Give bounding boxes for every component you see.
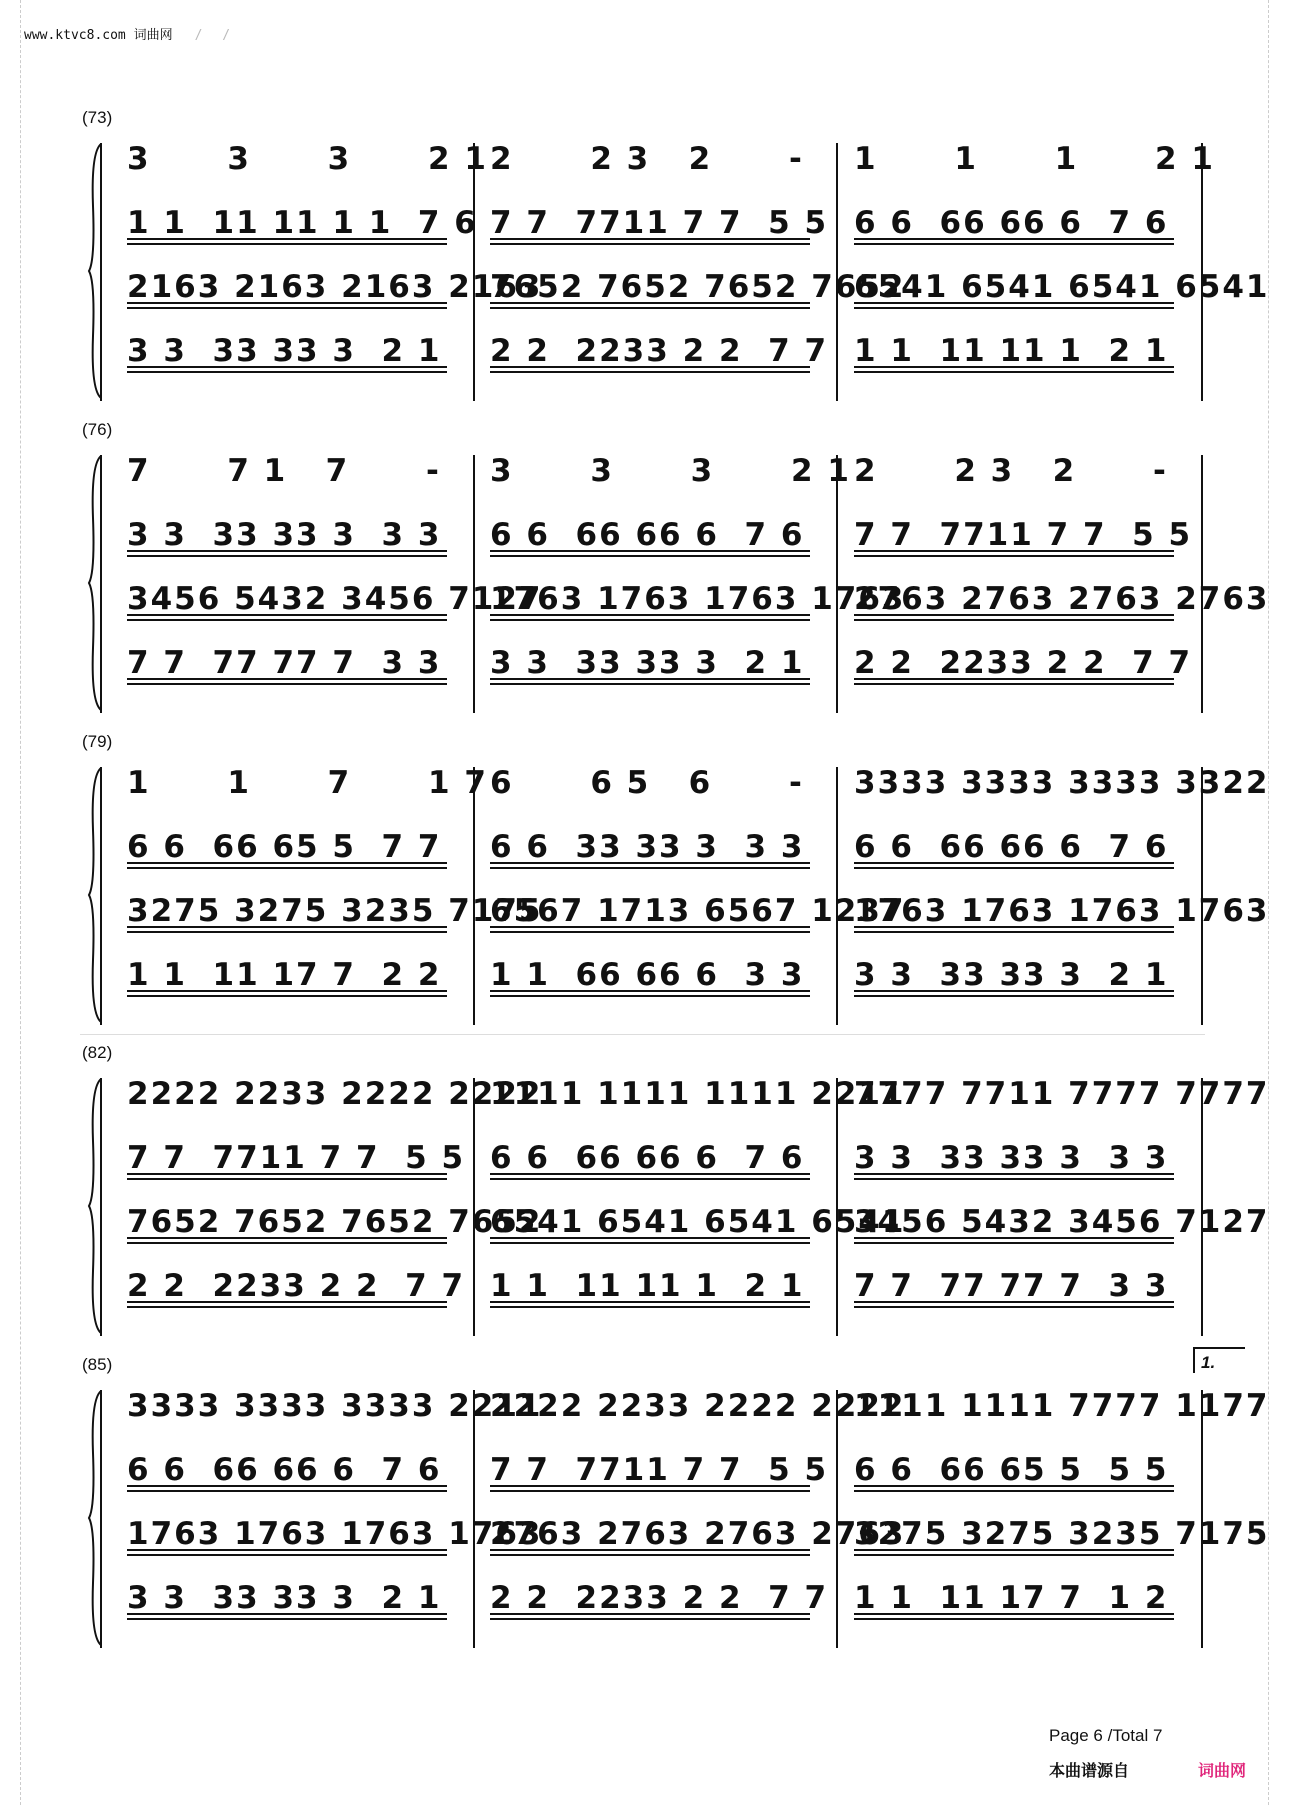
- staff-row: [127, 757, 1270, 805]
- measure: [127, 197, 482, 245]
- staff-row: [127, 1508, 1270, 1556]
- measure: [127, 1260, 482, 1308]
- measure: [127, 1444, 482, 1492]
- notes: 6 6 66 66 6 7 6: [854, 829, 1169, 865]
- measure: [854, 1380, 1270, 1428]
- staff-row: [127, 1380, 1270, 1428]
- measure: [127, 445, 482, 493]
- staff-row: [127, 885, 1270, 933]
- measure: [127, 1068, 543, 1116]
- beam-underline: [127, 238, 447, 245]
- beam-underline: [854, 614, 1174, 621]
- beam-underline: [127, 1485, 447, 1492]
- notes: 6 6 66 66 6 7 6: [490, 1140, 805, 1176]
- beam-underline: [854, 678, 1174, 685]
- beam-underline: [854, 862, 1174, 869]
- notes: 3 3 33 33 3 2 1: [854, 957, 1169, 993]
- notes: 3 3 3 2 1: [127, 141, 488, 177]
- beam-underline: [490, 1549, 810, 1556]
- measure: [854, 325, 1209, 373]
- measure: [490, 1196, 906, 1244]
- beam-underline: [127, 926, 447, 933]
- beam-underline: [490, 1237, 810, 1244]
- notes: 6 6 66 65 5 5 5: [854, 1452, 1169, 1488]
- beam-underline: [854, 302, 1174, 309]
- beam-underline: [127, 1549, 447, 1556]
- beam-underline: [127, 614, 447, 621]
- notes: 1763 1763 1763 1763: [490, 581, 906, 617]
- notes: 3 3 33 33 3 3 3: [127, 517, 442, 553]
- measure: [854, 1508, 1270, 1556]
- page-counter: Page 6 /Total 7: [1049, 1726, 1163, 1745]
- measure: [490, 573, 906, 621]
- staff-row: [127, 1068, 1270, 1116]
- notes: 3333 3333 3333 2211: [127, 1388, 543, 1424]
- notes: 6 6 66 66 6 7 6: [127, 1452, 442, 1488]
- staff-row: [127, 509, 1201, 557]
- staff-row: [127, 949, 1201, 997]
- beam-underline: [854, 926, 1174, 933]
- notes: 3275 3275 3235 7175: [854, 1516, 1270, 1552]
- staff-row: [127, 261, 1270, 309]
- beam-underline: [490, 366, 810, 373]
- notes: 1 1 66 66 6 3 3: [490, 957, 805, 993]
- notes: 1111 1111 1111 2211: [490, 1076, 906, 1112]
- notes: 3333 3333 3333 3322: [854, 765, 1270, 801]
- staff-row: [127, 637, 1201, 685]
- measure: [490, 261, 906, 309]
- measure: [490, 1444, 845, 1492]
- notes: 1 1 7 1 7: [127, 765, 488, 801]
- notes: 6 6 66 65 5 7 7: [127, 829, 442, 865]
- notes: 2 2 2233 2 2 7 7: [127, 1268, 466, 1304]
- beam-underline: [127, 678, 447, 685]
- measure: [490, 1132, 845, 1180]
- measure: [854, 133, 1215, 181]
- measure: [490, 1380, 906, 1428]
- notes: 6 6 66 66 6 7 6: [854, 205, 1169, 241]
- measure: [854, 821, 1209, 869]
- beam-underline: [490, 550, 810, 557]
- site-header: [24, 24, 236, 43]
- measure: [490, 1068, 906, 1116]
- measure: [127, 133, 488, 181]
- notes: 7 7 7711 7 7 5 5: [127, 1140, 466, 1176]
- notes: 7 7 1 7 -: [127, 453, 441, 489]
- notes: 2 2 2233 2 2 7 7: [490, 333, 829, 369]
- measure: [490, 637, 845, 685]
- left-margin-rule: [0, 0, 21, 1805]
- score-system: [82, 1043, 1270, 1343]
- notes: 7 7 77 77 7 3 3: [854, 1268, 1169, 1304]
- measure: [127, 1380, 543, 1428]
- measure: [854, 573, 1270, 621]
- measure: [490, 197, 845, 245]
- beam-underline: [127, 302, 447, 309]
- beam-underline: [490, 302, 810, 309]
- measure: [127, 821, 482, 869]
- beam-underline: [127, 1613, 447, 1620]
- notes: 3275 3275 3235 7175: [127, 893, 543, 929]
- measure: [490, 1260, 845, 1308]
- beam-underline: [490, 990, 810, 997]
- notes: 7 7 7711 7 7 5 5: [490, 1452, 829, 1488]
- beam-underline: [854, 1237, 1174, 1244]
- notes: 6 6 33 33 3 3 3: [490, 829, 805, 865]
- measure: [127, 949, 482, 997]
- measure: [854, 949, 1209, 997]
- staff-row: [127, 197, 1201, 245]
- measure: [854, 1444, 1209, 1492]
- beam-underline: [127, 990, 447, 997]
- beam-underline: [490, 678, 810, 685]
- measure: [490, 949, 845, 997]
- beam-underline: [854, 1485, 1174, 1492]
- staff-row: [127, 133, 1215, 181]
- staff-row: [127, 573, 1270, 621]
- measure: [127, 757, 488, 805]
- notes: 1 1 11 11 1 1 7 6: [127, 205, 478, 241]
- score-system: [82, 420, 1270, 720]
- measure-number: (79): [82, 732, 113, 751]
- staff-row: [127, 821, 1201, 869]
- notes: 2 2 2233 2 2 7 7: [490, 1580, 829, 1616]
- system-separator: [80, 1034, 1205, 1035]
- beam-underline: [854, 1173, 1174, 1180]
- measure: [854, 1572, 1209, 1620]
- right-margin-rule: [1268, 0, 1289, 1805]
- beam-underline: [490, 1301, 810, 1308]
- notes: 2763 2763 2763 2763: [854, 581, 1270, 617]
- measure: [854, 885, 1270, 933]
- measure: [490, 445, 851, 493]
- measure: [854, 1196, 1270, 1244]
- beam-underline: [490, 862, 810, 869]
- beam-underline: [127, 550, 447, 557]
- notes: 1763 1763 1763 1763: [127, 1516, 543, 1552]
- notes: 7 7 7711 7 7 5 5: [490, 205, 829, 241]
- notes: 3 3 33 33 3 2 1: [127, 333, 442, 369]
- site-url: www.ktvc8.com 词曲网: [24, 28, 173, 43]
- notes: 7 7 7711 7 7 5 5: [854, 517, 1193, 553]
- measure: [127, 573, 543, 621]
- beam-underline: [127, 1237, 447, 1244]
- source-label: 本曲谱源自: [1049, 1763, 1130, 1780]
- bar-line: [100, 455, 102, 713]
- score-system: [82, 108, 1270, 408]
- notes: 1111 1111 7777 1177: [854, 1388, 1270, 1424]
- measure: [127, 885, 543, 933]
- notes: 2763 2763 2763 2763: [490, 1516, 906, 1552]
- staff-row: [127, 1444, 1201, 1492]
- measure-number: (73): [82, 108, 113, 127]
- bar-line: [100, 143, 102, 401]
- notes: 6567 1713 6567 1237: [490, 893, 906, 929]
- notes: 1763 1763 1763 1763: [854, 893, 1270, 929]
- decorative-slashes: / /: [194, 28, 237, 43]
- measure: [854, 445, 1209, 493]
- beam-underline: [127, 1301, 447, 1308]
- beam-underline: [490, 926, 810, 933]
- notes: 1 1 1 2 1: [854, 141, 1215, 177]
- staff-row: [127, 1572, 1201, 1620]
- beam-underline: [127, 366, 447, 373]
- notes: 3456 5432 3456 7127: [127, 581, 543, 617]
- staff-row: [127, 1132, 1201, 1180]
- measure-number: (85): [82, 1355, 113, 1374]
- measure: [127, 637, 482, 685]
- measure-number: (76): [82, 420, 113, 439]
- measure: [490, 757, 845, 805]
- measure: [127, 1196, 543, 1244]
- staff-row: [127, 1196, 1270, 1244]
- beam-underline: [490, 238, 810, 245]
- notes: 1 1 11 17 7 1 2: [854, 1580, 1169, 1616]
- measure: [127, 261, 543, 309]
- notes: 2222 2233 2222 2222: [490, 1388, 906, 1424]
- beam-underline: [127, 1173, 447, 1180]
- beam-underline: [854, 1301, 1174, 1308]
- beam-underline: [854, 1613, 1174, 1620]
- beam-underline: [490, 1485, 810, 1492]
- beam-underline: [854, 366, 1174, 373]
- notes: 7652 7652 7652 7652: [127, 1204, 543, 1240]
- notes: 3456 5432 3456 7127: [854, 1204, 1270, 1240]
- staff-row: [127, 325, 1201, 373]
- notes: 3 3 33 33 3 2 1: [490, 645, 805, 681]
- measure: [854, 261, 1270, 309]
- measure: [854, 1132, 1209, 1180]
- score-system: [82, 732, 1270, 1032]
- measure: [854, 197, 1209, 245]
- measure: [854, 1260, 1209, 1308]
- notes: 2 2 3 2 -: [854, 453, 1168, 489]
- beam-underline: [490, 1613, 810, 1620]
- notes: 6541 6541 6541 6541: [854, 269, 1270, 305]
- measure-number: (82): [82, 1043, 113, 1062]
- measure: [490, 133, 845, 181]
- beam-underline: [490, 1173, 810, 1180]
- measure: [854, 757, 1270, 805]
- staff-row: [127, 445, 1201, 493]
- notes: 7777 7711 7777 7777: [854, 1076, 1270, 1112]
- measure: [127, 1572, 482, 1620]
- notes: 7 7 77 77 7 3 3: [127, 645, 442, 681]
- notes: 1 1 11 11 1 2 1: [854, 333, 1169, 369]
- measure: [127, 1508, 543, 1556]
- beam-underline: [127, 862, 447, 869]
- measure: [490, 1508, 906, 1556]
- beam-underline: [854, 990, 1174, 997]
- notes: 2163 2163 2163 2163: [127, 269, 543, 305]
- notes: 3 3 3 2 1: [490, 453, 851, 489]
- beam-underline: [490, 614, 810, 621]
- measure: [490, 821, 845, 869]
- measure: [854, 509, 1209, 557]
- measure: [127, 509, 482, 557]
- bar-line: [100, 767, 102, 1025]
- notes: 1 1 11 11 1 2 1: [490, 1268, 805, 1304]
- notes: 2 2 3 2 -: [490, 141, 804, 177]
- measure: [490, 885, 906, 933]
- staff-row: [127, 1260, 1201, 1308]
- notes: 1 1 11 17 7 2 2: [127, 957, 442, 993]
- beam-underline: [854, 550, 1174, 557]
- measure: [127, 1132, 482, 1180]
- notes: 6 6 66 66 6 7 6: [490, 517, 805, 553]
- bar-line: [100, 1390, 102, 1648]
- notes: 2 2 2233 2 2 7 7: [854, 645, 1193, 681]
- notes: 2222 2233 2222 2222: [127, 1076, 543, 1112]
- beam-underline: [854, 238, 1174, 245]
- measure: [854, 1068, 1270, 1116]
- notes: 6 6 5 6 -: [490, 765, 804, 801]
- notes: 6541 6541 6541 6541: [490, 1204, 906, 1240]
- measure: [490, 1572, 845, 1620]
- notes: 3 3 33 33 3 3 3: [854, 1140, 1169, 1176]
- notes: 3 3 33 33 3 2 1: [127, 1580, 442, 1616]
- measure: [127, 325, 482, 373]
- bar-line: [100, 1078, 102, 1336]
- score-system: [82, 1355, 1270, 1655]
- first-ending-bracket: 1.: [1193, 1347, 1245, 1373]
- brand-logo: 词曲网: [1198, 1763, 1247, 1780]
- measure: [490, 509, 845, 557]
- measure: [490, 325, 845, 373]
- notes: 7652 7652 7652 7652: [490, 269, 906, 305]
- measure: [854, 637, 1209, 685]
- beam-underline: [854, 1549, 1174, 1556]
